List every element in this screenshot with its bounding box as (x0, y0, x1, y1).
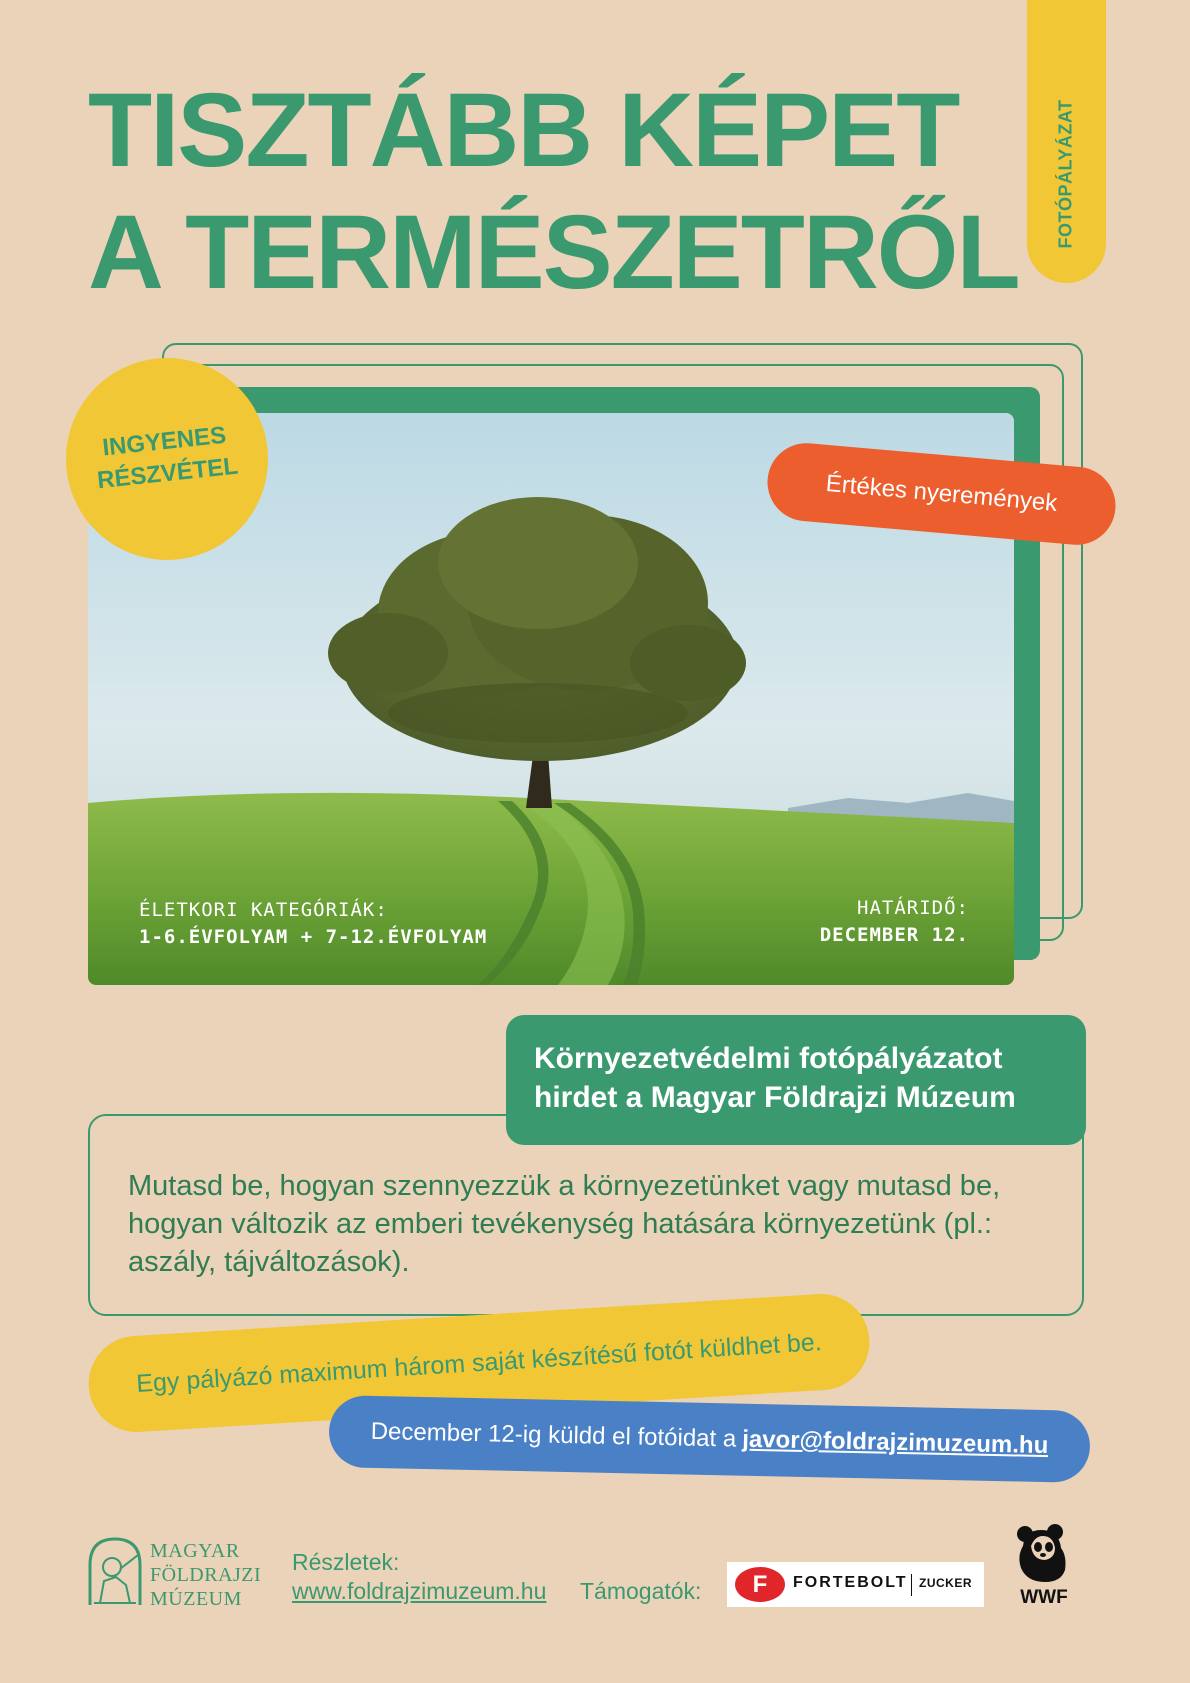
free-participation-line-2: RÉSZVÉTEL (95, 452, 240, 495)
deadline-caption (820, 895, 969, 949)
photo-limit-text: Egy pályázó maximum három saját készítésű fotót küldhet be. (135, 1327, 823, 1398)
museum-name-line-3: MÚZEUM (150, 1588, 242, 1610)
deadline-label: HATÁRIDŐ: (857, 897, 969, 919)
announcement-body: Mutasd be, hogyan szennyezzük a környezetünket vagy mutasd be, hogyan változik az emberi tevékenység hatására környezetünk (pl.: aszály, tájváltozások). (128, 1170, 1001, 1278)
fortebolt-sponsor-logo (727, 1562, 984, 1607)
prizes-label: Értékes nyeremények (824, 469, 1059, 518)
details-label: Részletek: (292, 1549, 400, 1575)
wwf-wordmark: WWF (1020, 1587, 1068, 1608)
details-website-link[interactable]: www.foldrajzimuzeum.hu (292, 1578, 547, 1604)
sponsors-label: Támogatók: (580, 1578, 702, 1604)
title-line-1: TISZTÁBB KÉPET (88, 72, 959, 189)
fortebolt-wordmark: FORTEBOLT (793, 1574, 908, 1591)
age-categories-label: ÉLETKORI KATEGÓRIÁK: (139, 899, 388, 921)
age-categories-value: 1-6.ÉVFOLYAM + 7-12.ÉVFOLYAM (139, 926, 488, 948)
deadline-value: DECEMBER 12. (819, 924, 969, 946)
museum-logo-text (150, 1539, 261, 1611)
submission-text (370, 1418, 1048, 1460)
title-line-2: A TERMÉSZETRŐL (88, 194, 1019, 311)
free-participation-line-1: INGYENES (101, 421, 228, 462)
announcement-line-1: Környezetvédelmi fotópályázatot (534, 1042, 1003, 1075)
age-categories-caption (139, 897, 487, 951)
wwf-panda-icon (1015, 1524, 1073, 1584)
museum-name-line-2: FÖLDRAJZI (150, 1564, 262, 1586)
submission-prefix: December 12-ig küldd el fotóidat a (370, 1417, 737, 1453)
submission-email-link[interactable]: javor@foldrajzimuzeum.hu (741, 1425, 1049, 1460)
fortebolt-mark-icon: F (735, 1567, 785, 1602)
announcement-heading (506, 1015, 1086, 1145)
museum-emblem-icon (86, 1535, 144, 1607)
zucker-wordmark: ZUCKER (919, 1576, 972, 1590)
category-tag-label: FOTÓPÁLYÁZAT (1055, 99, 1076, 249)
sponsor-divider (911, 1574, 912, 1596)
museum-name-line-1: MAGYAR (150, 1540, 240, 1562)
announcement-line-2: hirdet a Magyar Földrajzi Múzeum (534, 1081, 1016, 1114)
submission-banner (328, 1395, 1090, 1483)
